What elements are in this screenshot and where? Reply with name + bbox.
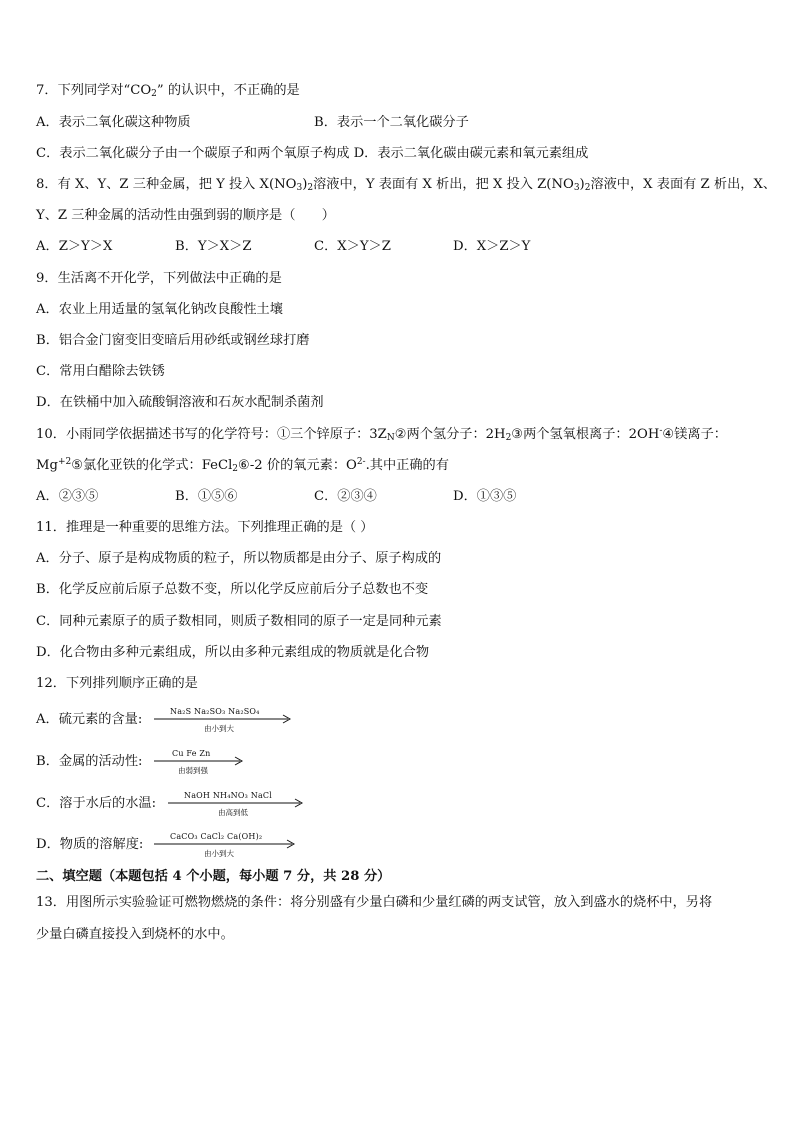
q12-option-d-label: D．物质的溶解度: [36, 837, 144, 852]
q10-option-d: D．①③⑤ [453, 489, 517, 504]
q12-option-d-arrow [152, 832, 302, 858]
q11-stem: 11．推理是一种重要的思维方法。下列推理正确的是（ ） [36, 520, 374, 535]
q12-option-d-order: 由小到大 [204, 849, 234, 858]
q12-option-b-label: B．金属的活动性: [36, 754, 143, 769]
q8-stem-line2: Y、Z 三种金属的活动性由强到弱的顺序是（ ） [36, 208, 335, 223]
q10-option-a: A．②③⑤ [36, 489, 99, 504]
q12-option-b-arrow [152, 749, 302, 775]
q12-option-c-order: 由高到低 [218, 808, 248, 817]
q11-option-c: C．同种元素原子的质子数相同，则质子数相同的原子一定是同种元素 [36, 614, 442, 629]
q12-option-a-sequence: Na₂S Na₂SO₃ Na₂SO₄ [170, 707, 260, 716]
q9-option-a: A．农业上用适量的氢氧化钠改良酸性土壤 [36, 302, 283, 317]
q8-option-d: D．X＞Z＞Y [453, 239, 531, 254]
q7-option-a: A．表示二氧化碳这种物质 [36, 115, 191, 130]
q9-option-d: D．在铁桶中加入硫酸铜溶液和石灰水配制杀菌剂 [36, 395, 324, 410]
q9-option-b: B．铝合金门窗变旧变暗后用砂纸或钢丝球打磨 [36, 333, 310, 348]
q12-option-d-sequence: CaCO₃ CaCl₂ Ca(OH)₂ [170, 832, 263, 841]
q7-option-c-d: C．表示二氧化碳分子由一个碳原子和两个氧原子构成 D．表示二氧化碳由碳元素和氧元素组成 [36, 146, 589, 161]
q12-option-b-order: 由弱到强 [178, 766, 208, 775]
q12-option-c-sequence: NaOH NH₄NO₃ NaCl [184, 791, 272, 800]
q9-option-c: C．常用白醋除去铁锈 [36, 364, 165, 379]
q10-option-c: C．②③④ [314, 489, 377, 504]
q13-stem-line2: 少量白磷直接投入到烧杯的水中。 [36, 927, 234, 942]
q12-option-c-arrow [166, 791, 316, 817]
q8-option-c: C．X＞Y＞Z [314, 239, 391, 254]
q12-option-b-sequence: Cu Fe Zn [172, 749, 211, 758]
q11-option-b: B．化学反应前后原子总数不变，所以化学反应前后分子总数也不变 [36, 582, 429, 597]
q12-option-a-arrow [152, 707, 302, 733]
q8-option-a: A．Z＞Y＞X [36, 239, 113, 254]
q12-option-a-order: 由小到大 [204, 724, 234, 733]
section-heading: 二、填空题（本题包括 4 个小题，每小题 7 分，共 28 分） [36, 869, 391, 884]
q9-stem: 9．生活离不开化学，下列做法中正确的是 [36, 271, 282, 286]
q11-option-a: A．分子、原子是构成物质的粒子，所以物质都是由分子、原子构成的 [36, 551, 442, 566]
q11-option-d: D．化合物由多种元素组成，所以由多种元素组成的物质就是化合物 [36, 645, 430, 660]
q10-stem-line1: 10．小雨同学依据描述书写的化学符号：①三个锌原子：$3Z_N②$两个氢分子：$2H_2③$两个氢氧根离子：2OH-④镁离子： [36, 426, 727, 443]
q8-option-b: B．Y＞X＞Z [175, 239, 252, 254]
q10-stem-line2: $Mg^{+2}⑤$氯化亚铁的化学式：FeCl$_2$⑥-2 价的氧元素：$O^{2-}$.其中正确的有 [36, 457, 449, 474]
q12-option-c-label: C．溶于水后的水温: [36, 796, 157, 811]
q8-stem-line1: 8．有 X、Y、Z 三种金属，把 Y 投入 $X(NO_3)_2$溶液中，Y 表面有 X 析出，把 X 投入 $Z(NO_3)_2$溶液中，X 表面有 Z 析出，X、 [36, 177, 777, 193]
q13-stem-line1: 13．用图所示实验验证可燃物燃烧的条件：将分别盛有少量白磷和少量红磷的两支试管，放入到盛水的烧杯中，另将 [36, 895, 713, 910]
q12-option-a-label: A．硫元素的含量: [36, 712, 143, 727]
q12-stem: 12．下列排列顺序正确的是 [36, 676, 198, 691]
q10-option-b: B．①⑤⑥ [175, 489, 238, 504]
q7-option-b: B．表示一个二氧化碳分子 [314, 115, 469, 130]
q7-stem: 7．下列同学对“$CO_2$” 的认识中，不正确的是 [36, 83, 300, 99]
